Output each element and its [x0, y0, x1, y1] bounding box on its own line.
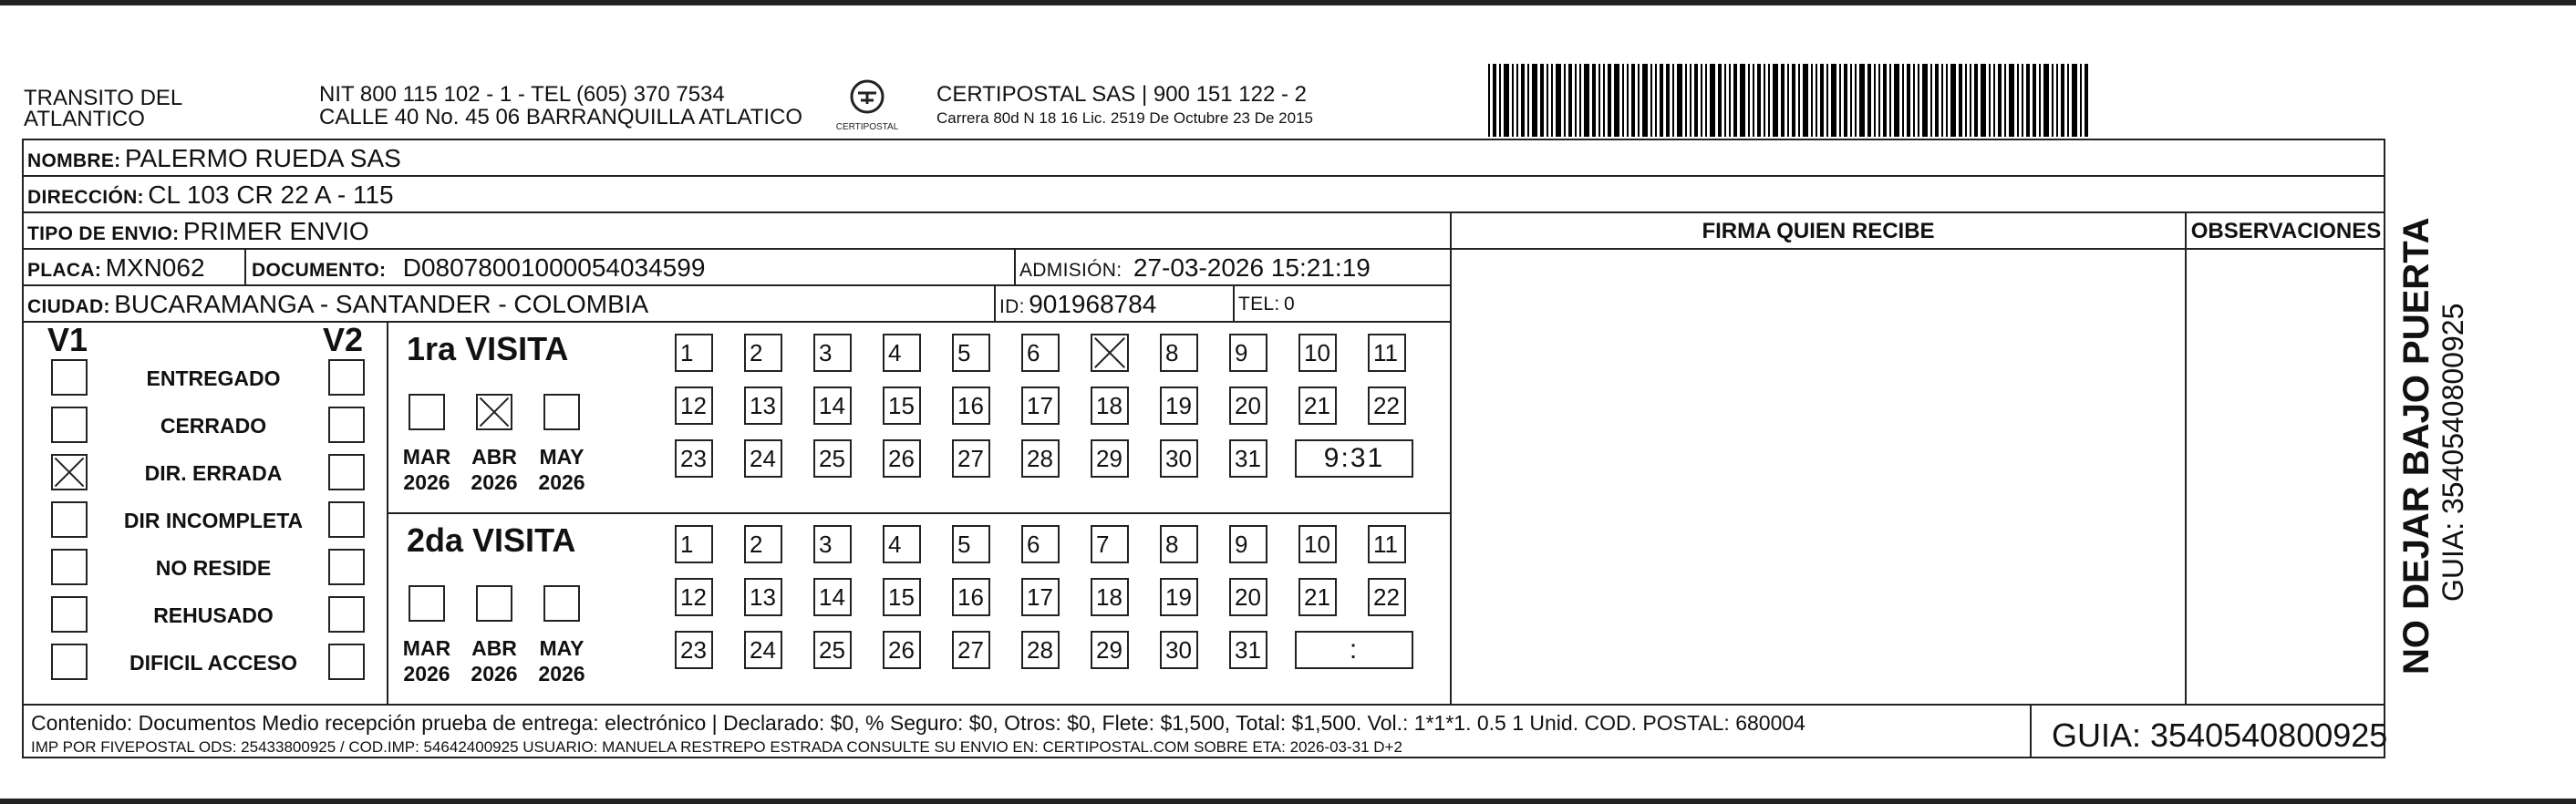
day-box[interactable]: 10	[1298, 525, 1337, 563]
day-box[interactable]: 23	[675, 631, 713, 669]
barcode-bar	[1965, 64, 1967, 137]
day-box[interactable]: 27	[952, 439, 990, 478]
day-box[interactable]: 23	[675, 439, 713, 478]
barcode-bar	[1705, 64, 1707, 137]
barcode-bar	[1867, 64, 1871, 137]
v1-header: V1	[47, 321, 88, 358]
barcode-bar	[2033, 64, 2036, 137]
barcode-bar	[1946, 64, 1948, 137]
year-label: 2026	[403, 470, 450, 494]
barcode-bar	[1855, 64, 1857, 137]
documento-value: D08078001000054034599	[402, 253, 706, 282]
barcode-bar	[2004, 64, 2006, 137]
month-checkbox[interactable]	[476, 394, 512, 430]
barcode-bar	[2085, 64, 2088, 137]
barcode-bar	[1642, 64, 1648, 137]
barcode-bar	[1839, 64, 1841, 137]
ciudad-cell	[27, 288, 648, 325]
v2-checkbox[interactable]	[328, 549, 365, 585]
day-box[interactable]: 3	[813, 334, 852, 372]
ciudad-label: CIUDAD:	[27, 296, 110, 317]
barcode-bar	[1584, 64, 1589, 137]
barcode-bar	[1672, 64, 1674, 137]
barcode-bar	[1603, 64, 1605, 137]
v2-checkbox[interactable]	[328, 359, 365, 396]
day-box[interactable]: 31	[1229, 439, 1267, 478]
status-label: CERRADO	[160, 414, 267, 438]
day-box[interactable]: 28	[1021, 439, 1060, 478]
side-guia-number: GUIA: 3540540800925	[2436, 303, 2469, 602]
org-name-line2: ATLANTICO	[24, 107, 145, 131]
firma-header: FIRMA QUIEN RECIBE	[1702, 219, 1935, 243]
barcode-bar	[1889, 64, 1891, 137]
barcode-bar	[1547, 64, 1548, 137]
svg-text:CERTIPOSTAL: CERTIPOSTAL	[835, 122, 899, 132]
barcode-bar	[1930, 64, 1932, 137]
month-label: ABR	[471, 445, 517, 469]
day-box[interactable]: 7	[1091, 525, 1129, 563]
day-box[interactable]: 17	[1021, 578, 1060, 616]
barcode-bar	[1787, 64, 1789, 137]
month-label: MAR	[402, 636, 451, 660]
v1-checkbox[interactable]	[51, 596, 88, 633]
status-label: ENTREGADO	[146, 366, 281, 390]
barcode-bar	[2022, 64, 2023, 137]
barcode-bar	[1998, 64, 2002, 137]
id-value: 901968784	[1029, 290, 1157, 318]
day-box[interactable]: 8	[1160, 525, 1198, 563]
day-box[interactable]: 19	[1160, 387, 1198, 425]
barcode-bar	[1922, 64, 1928, 137]
day-box[interactable]: 5	[952, 525, 990, 563]
direccion-value: CL 103 CR 22 A - 115	[148, 180, 394, 209]
day-box[interactable]: 10	[1298, 334, 1337, 372]
time-box[interactable]: 9:31	[1295, 439, 1413, 478]
direccion-label: DIRECCIÓN:	[27, 187, 144, 208]
day-box[interactable]: 6	[1021, 334, 1060, 372]
rule	[387, 512, 1450, 514]
barcode-bar	[1540, 64, 1544, 137]
documento-cell	[252, 252, 705, 289]
status-label: DIR INCOMPLETA	[123, 509, 304, 532]
day-box[interactable]: 16	[952, 578, 990, 616]
barcode-bar	[1850, 64, 1852, 137]
day-box[interactable]: 24	[744, 631, 782, 669]
nombre-label: NOMBRE:	[27, 150, 121, 171]
imp-line: IMP POR FIVEPOSTAL ODS: 25433800925 / COD.IMP: 54642400925 USUARIO: MANUELA RESTREPO ESTRADA CONSULTE SU ENVIO EN: CERTIPOSTAL.COM SOBRE ETA: 2026-03-31 D+2	[31, 738, 1402, 756]
day-box[interactable]: 2	[744, 334, 782, 372]
barcode-bar	[1959, 64, 1962, 137]
ciudad-value: BUCARAMANGA - SANTANDER - COLOMBIA	[114, 290, 649, 318]
barcode-bar	[1874, 64, 1876, 137]
month-label: ABR	[471, 636, 517, 660]
barcode-bar	[1820, 64, 1824, 137]
rule	[2030, 704, 2032, 758]
day-box[interactable]: 16	[952, 387, 990, 425]
tipo-envio-label: TIPO DE ENVIO:	[27, 223, 180, 244]
barcode-bar	[2017, 64, 2019, 137]
barcode-bar	[1564, 64, 1566, 137]
day-box[interactable]: 13	[744, 387, 782, 425]
rule	[1014, 248, 1016, 284]
day-box[interactable]: 20	[1229, 387, 1267, 425]
barcode-bar	[1981, 64, 1986, 137]
barcode-bar	[1650, 64, 1652, 137]
company-line: CERTIPOSTAL SAS | 900 151 122 - 2	[936, 82, 1307, 107]
barcode-bar	[1499, 64, 1501, 137]
day-box[interactable]: 26	[883, 439, 921, 478]
barcode-bar	[1941, 64, 1943, 137]
barcode-bar	[1970, 64, 1971, 137]
v2-checkbox[interactable]	[328, 644, 365, 680]
barcode-bar	[2039, 64, 2041, 137]
tipo-envio-row	[27, 215, 369, 253]
barcode-bar	[1989, 64, 1991, 137]
barcode-bar	[2026, 64, 2030, 137]
day-box[interactable]: 27	[952, 631, 990, 669]
barcode-bar	[1685, 64, 1687, 137]
month-checkbox[interactable]	[543, 394, 580, 430]
barcode-bar	[1757, 64, 1761, 137]
barcode-bar	[1844, 64, 1847, 137]
barcode-bar	[2009, 64, 2014, 137]
day-box[interactable]: 29	[1091, 439, 1129, 478]
month-label: MAR	[402, 445, 451, 469]
day-box[interactable]: 5	[952, 334, 990, 372]
barcode-bar	[1504, 64, 1509, 137]
barcode-bar	[1608, 64, 1611, 137]
admision-value: 27-03-2026 15:21:19	[1133, 253, 1371, 282]
v1-checkbox[interactable]	[51, 359, 88, 396]
visit-title: 1ra VISITA	[407, 330, 569, 367]
rule	[1450, 248, 2385, 250]
barcode-bar	[1748, 64, 1750, 137]
barcode-bar	[1568, 64, 1572, 137]
rule	[2185, 211, 2187, 704]
barcode-bar	[1798, 64, 1800, 137]
barcode-bar	[1974, 64, 1978, 137]
day-box[interactable]: 26	[883, 631, 921, 669]
day-box[interactable]	[1091, 334, 1129, 372]
rule	[244, 248, 246, 284]
barcode-bar	[1598, 64, 1600, 137]
rule	[1233, 284, 1235, 321]
barcode-bar	[1622, 64, 1624, 137]
barcode-bar	[1701, 64, 1702, 137]
observaciones-header: OBSERVACIONES	[2190, 219, 2382, 243]
day-box[interactable]: 18	[1091, 387, 1129, 425]
address-line: CALLE 40 No. 45 06 BARRANQUILLA ATLATICO	[319, 105, 803, 129]
day-box[interactable]: 15	[883, 387, 921, 425]
license-line: Carrera 80d N 18 16 Lic. 2519 De Octubre 23 De 2015	[936, 109, 1313, 127]
barcode-bar	[2056, 64, 2058, 137]
day-box[interactable]: 11	[1368, 525, 1406, 563]
barcode-bar	[1579, 64, 1581, 137]
barcode-bar	[1718, 64, 1722, 137]
barcode-bar	[1740, 64, 1745, 137]
day-box[interactable]: 11	[1368, 334, 1406, 372]
id-label: ID:	[999, 296, 1025, 317]
month-checkbox[interactable]	[476, 585, 512, 622]
day-box[interactable]: 21	[1298, 578, 1337, 616]
admision-cell	[1019, 252, 1371, 289]
bottom-border-line	[0, 799, 2576, 804]
month-checkbox[interactable]	[543, 585, 580, 622]
day-box[interactable]: 30	[1160, 631, 1198, 669]
barcode-bar	[1733, 64, 1737, 137]
nombre-row	[27, 142, 401, 180]
tel-label: TEL:	[1238, 294, 1280, 314]
barcode-bar	[1907, 64, 1910, 137]
day-box[interactable]: 2	[744, 525, 782, 563]
barcode-bar	[1768, 64, 1770, 137]
day-box[interactable]: 31	[1229, 631, 1267, 669]
day-box[interactable]: 17	[1021, 387, 1060, 425]
barcode	[1488, 64, 2209, 137]
id-cell	[999, 288, 1156, 325]
v1-checkbox[interactable]	[51, 644, 88, 680]
documento-label: DOCUMENTO:	[252, 260, 387, 281]
barcode-bar	[1710, 64, 1715, 137]
day-box[interactable]: 9	[1229, 334, 1267, 372]
status-label: DIR. ERRADA	[144, 461, 283, 485]
v1-checkbox[interactable]	[51, 501, 88, 538]
barcode-bar	[1614, 64, 1619, 137]
barcode-bar	[1878, 64, 1880, 137]
contenido-line: Contenido: Documentos Medio recepción prueba de entrega: electrónico | Declarado: $0, % Seguro: $0, Otros: $0, Flete: $1,500, Total: $1,500. Vol.: 1*1*1. 0.5 1 Unid. COD. POSTAL: 680004	[31, 711, 1805, 735]
day-box[interactable]: 12	[675, 387, 713, 425]
v2-header: V2	[323, 321, 364, 358]
day-box[interactable]: 8	[1160, 334, 1198, 372]
barcode-bar	[1516, 64, 1518, 137]
day-box[interactable]: 30	[1160, 439, 1198, 478]
day-box[interactable]: 12	[675, 578, 713, 616]
barcode-bar	[1638, 64, 1640, 137]
barcode-bar	[1913, 64, 1915, 137]
org-name-line1: TRANSITO DEL	[24, 86, 183, 110]
barcode-bar	[1592, 64, 1596, 137]
barcode-bar	[1729, 64, 1731, 137]
barcode-bar	[1660, 64, 1663, 137]
status-label: DIFICIL ACCESO	[129, 651, 297, 675]
rule	[994, 284, 996, 321]
time-box[interactable]: :	[1295, 631, 1413, 669]
day-box[interactable]: 1	[675, 525, 713, 563]
tel-value: 0	[1284, 294, 1295, 314]
day-box[interactable]: 25	[813, 439, 852, 478]
day-box[interactable]: 19	[1160, 578, 1198, 616]
v1-checkbox[interactable]	[51, 549, 88, 585]
rule	[387, 321, 388, 704]
barcode-bar	[1781, 64, 1785, 137]
barcode-bar	[1575, 64, 1577, 137]
status-label: REHUSADO	[153, 603, 274, 627]
barcode-bar	[1792, 64, 1795, 137]
month-label: MAY	[539, 636, 585, 660]
barcode-bar	[2067, 64, 2069, 137]
barcode-bar	[1826, 64, 1828, 137]
day-box[interactable]: 18	[1091, 578, 1129, 616]
direccion-row	[27, 179, 394, 216]
barcode-bar	[2080, 64, 2082, 137]
barcode-bar	[2072, 64, 2077, 137]
barcode-bar	[1631, 64, 1635, 137]
year-label: 2026	[403, 662, 450, 685]
barcode-bar	[1902, 64, 1904, 137]
barcode-bar	[1816, 64, 1817, 137]
barcode-bar	[1677, 64, 1682, 137]
barcode-bar	[1894, 64, 1899, 137]
barcode-bar	[2043, 64, 2049, 137]
placa-label: PLACA:	[27, 260, 102, 281]
barcode-bar	[2052, 64, 2054, 137]
v2-checkbox[interactable]	[328, 501, 365, 538]
tel-cell	[1238, 288, 1295, 323]
status-label: NO RESIDE	[155, 556, 272, 580]
day-box[interactable]: 20	[1229, 578, 1267, 616]
barcode-bar	[1753, 64, 1754, 137]
visit-title: 2da VISITA	[407, 521, 576, 559]
month-checkbox[interactable]	[409, 394, 445, 430]
barcode-bar	[1521, 64, 1525, 137]
barcode-bar	[1493, 64, 1496, 137]
v1-checkbox[interactable]	[51, 407, 88, 443]
barcode-bar	[1918, 64, 1919, 137]
day-box[interactable]: 25	[813, 631, 852, 669]
year-label: 2026	[538, 662, 585, 685]
barcode-bar	[1724, 64, 1726, 137]
month-label: MAY	[539, 445, 585, 469]
barcode-bar	[1694, 64, 1698, 137]
v2-checkbox[interactable]	[328, 596, 365, 633]
day-box[interactable]: 29	[1091, 631, 1129, 669]
day-box[interactable]: 15	[883, 578, 921, 616]
nit-line: NIT 800 115 102 - 1 - TEL (605) 370 7534	[319, 82, 725, 107]
barcode-bar	[1883, 64, 1887, 137]
admision-label: ADMISIÓN:	[1019, 260, 1122, 281]
month-checkbox[interactable]	[409, 585, 445, 622]
barcode-bar	[1488, 64, 1490, 137]
barcode-bar	[1655, 64, 1657, 137]
day-box[interactable]: 13	[744, 578, 782, 616]
day-box[interactable]: 3	[813, 525, 852, 563]
day-box[interactable]: 28	[1021, 631, 1060, 669]
guia-number: GUIA: 3540540800925	[2052, 716, 2388, 754]
rule	[1450, 211, 1452, 704]
certipostal-logo	[835, 77, 899, 137]
barcode-bar	[1666, 64, 1670, 137]
barcode-bar	[1532, 64, 1537, 137]
day-box[interactable]: 1	[675, 334, 713, 372]
barcode-bar	[1556, 64, 1561, 137]
barcode-bar	[1950, 64, 1956, 137]
no-dejar-warning: NO DEJAR BAJO PUERTA	[2396, 217, 2436, 675]
nombre-value: PALERMO RUEDA SAS	[124, 144, 401, 172]
barcode-bar	[2061, 64, 2064, 137]
year-label: 2026	[538, 470, 585, 494]
year-label: 2026	[471, 470, 518, 494]
day-box[interactable]: 9	[1229, 525, 1267, 563]
day-box[interactable]: 21	[1298, 387, 1337, 425]
top-border-line	[0, 0, 2576, 5]
day-box[interactable]: 4	[883, 334, 921, 372]
barcode-bar	[1512, 64, 1514, 137]
barcode-bar	[1627, 64, 1629, 137]
barcode-bar	[1764, 64, 1765, 137]
barcode-bar	[1803, 64, 1808, 137]
tipo-envio-value: PRIMER ENVIO	[182, 217, 369, 245]
barcode-bar	[1993, 64, 1995, 137]
day-box[interactable]: 14	[813, 578, 852, 616]
barcode-bar	[1935, 64, 1939, 137]
barcode-bar	[1773, 64, 1778, 137]
day-box[interactable]: 24	[744, 439, 782, 478]
v2-checkbox[interactable]	[328, 407, 365, 443]
v2-checkbox[interactable]	[328, 454, 365, 490]
placa-value: MXN062	[105, 253, 205, 282]
day-box[interactable]: 22	[1368, 387, 1406, 425]
barcode-bar	[1859, 64, 1865, 137]
barcode-bar	[1811, 64, 1813, 137]
placa-cell	[27, 252, 205, 289]
v1-checkbox[interactable]	[51, 454, 88, 490]
barcode-bar	[1551, 64, 1553, 137]
day-box[interactable]: 6	[1021, 525, 1060, 563]
year-label: 2026	[471, 662, 518, 685]
day-box[interactable]: 14	[813, 387, 852, 425]
day-box[interactable]: 22	[1368, 578, 1406, 616]
barcode-bar	[1831, 64, 1836, 137]
barcode-bar	[1690, 64, 1691, 137]
day-box[interactable]: 4	[883, 525, 921, 563]
barcode-bar	[1527, 64, 1529, 137]
